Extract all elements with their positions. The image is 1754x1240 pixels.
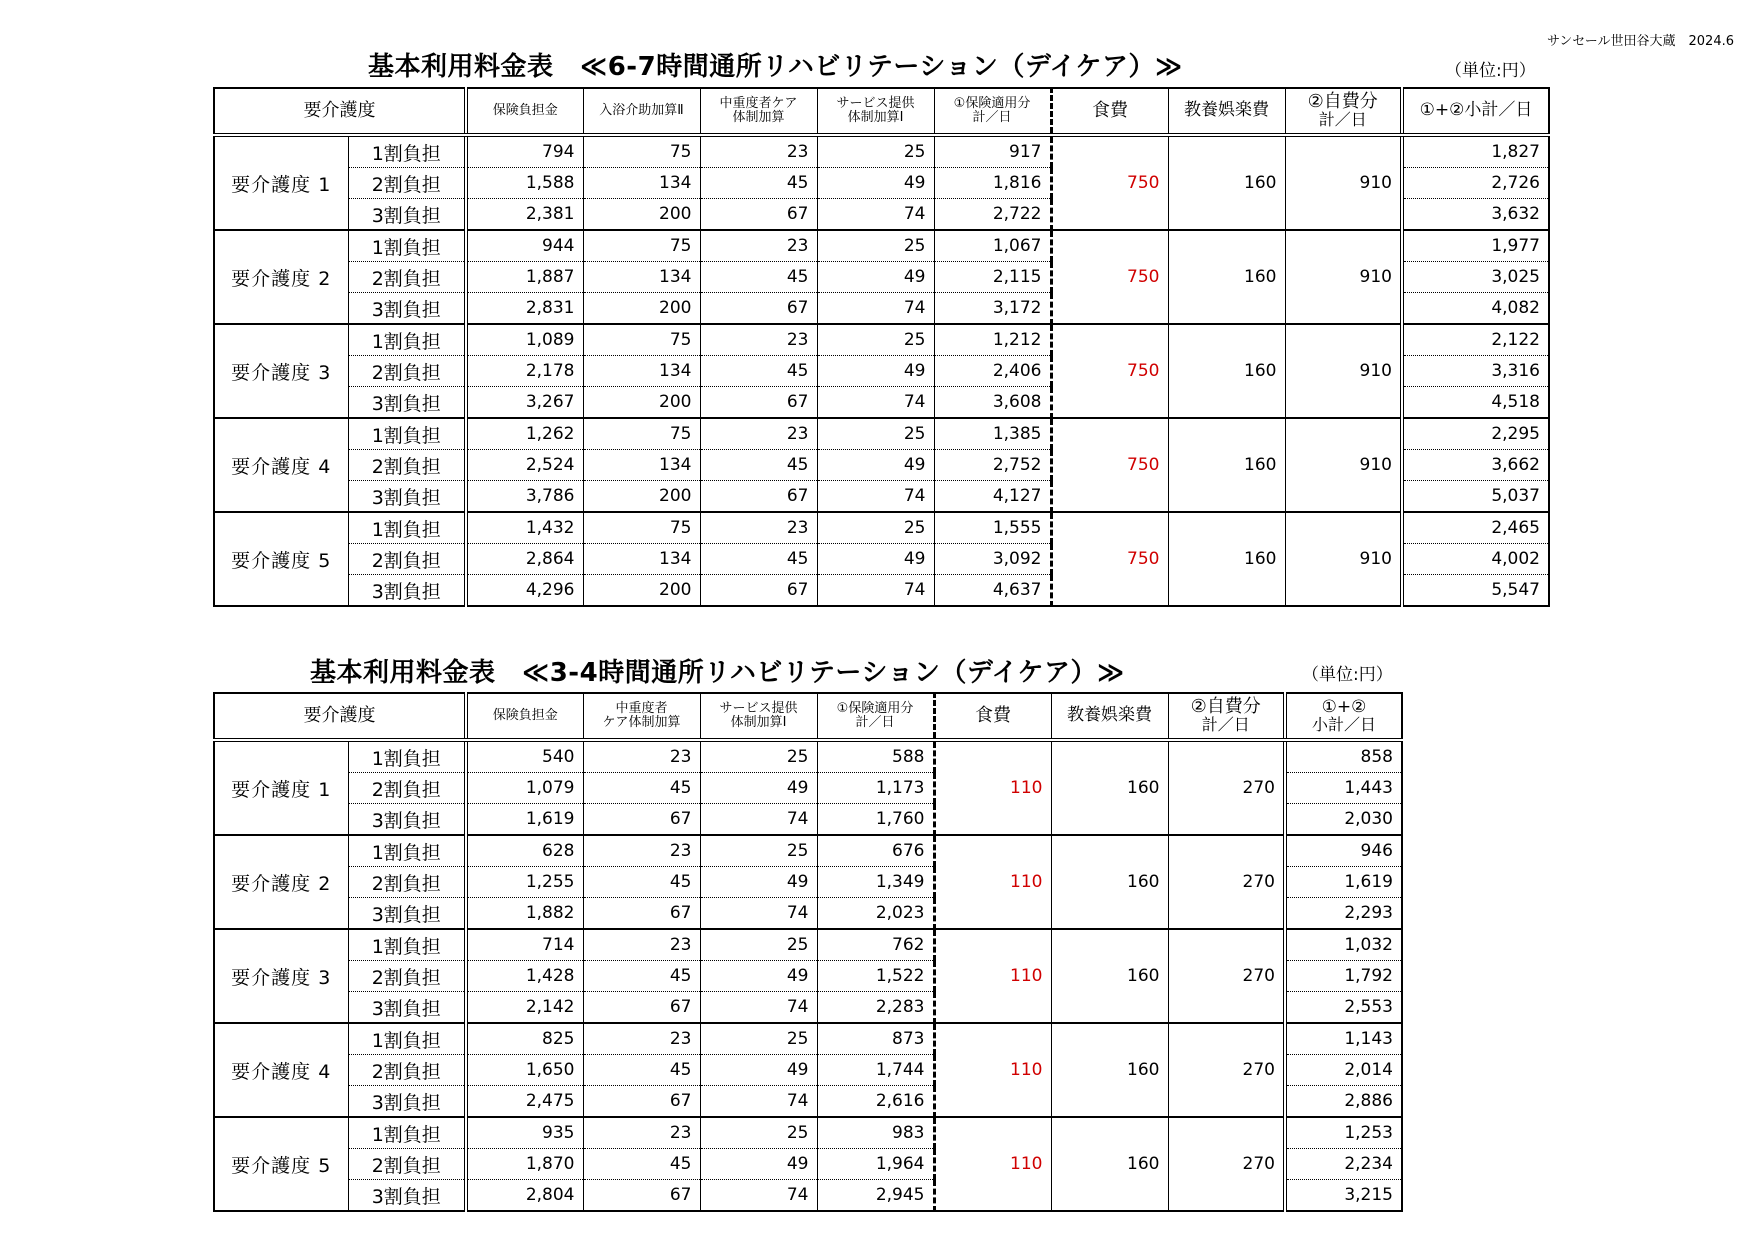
self-pay-total-cell: 270 — [1168, 1023, 1285, 1117]
recreation-cost-cell: 160 — [1168, 324, 1285, 418]
severe-care-cell: 23 — [583, 835, 700, 867]
burden-rate-label: 3割負担 — [348, 199, 466, 231]
burden-rate-label: 1割負担 — [348, 324, 466, 356]
insurance-total-cell: 2,722 — [934, 199, 1051, 231]
header-severe-care-l2: ケア体制加算 — [602, 715, 681, 730]
insurance-total-cell: 917 — [934, 135, 1051, 168]
self-pay-total-cell: 910 — [1285, 512, 1402, 606]
care-level-label: 要介護度 2 — [214, 835, 348, 929]
severe-care-cell: 67 — [583, 1086, 700, 1118]
subtotal-cell: 5,037 — [1402, 481, 1549, 513]
burden-rate-label: 1割負担 — [348, 835, 466, 867]
self-pay-total-cell: 910 — [1285, 324, 1402, 418]
service-cell: 25 — [817, 512, 934, 544]
subtotal-cell: 3,662 — [1402, 450, 1549, 481]
header-self-pay — [1285, 88, 1402, 135]
burden-rate-label: 1割負担 — [348, 740, 466, 773]
service-cell: 49 — [817, 544, 934, 575]
severe-care-cell: 23 — [700, 135, 817, 168]
meal-cost-cell: 110 — [934, 740, 1051, 835]
service-cell: 74 — [700, 1180, 817, 1212]
insurance-cell: 1,650 — [466, 1055, 583, 1086]
header-self-pay-l1: ②自費分 — [1307, 91, 1378, 113]
severe-care-cell: 45 — [700, 356, 817, 387]
insurance-total-cell: 588 — [817, 740, 934, 773]
subtotal-cell: 2,122 — [1402, 324, 1549, 356]
subtotal-cell: 1,443 — [1285, 773, 1402, 804]
header-insurance-total — [817, 693, 934, 740]
severe-care-cell: 23 — [700, 418, 817, 450]
care-level-label: 要介護度 3 — [214, 929, 348, 1023]
subtotal-cell: 3,316 — [1402, 356, 1549, 387]
service-cell: 49 — [700, 1055, 817, 1086]
insurance-cell: 944 — [466, 230, 583, 262]
subtotal-cell: 4,002 — [1402, 544, 1549, 575]
header-care-level: 要介護度 — [214, 88, 466, 135]
insurance-cell: 1,089 — [466, 324, 583, 356]
insurance-cell: 794 — [466, 135, 583, 168]
table-row — [214, 512, 1549, 544]
service-cell: 25 — [700, 1117, 817, 1149]
care-level-label: 要介護度 1 — [214, 135, 348, 230]
header-subtotal-l2: 小計／日 — [1311, 714, 1376, 734]
service-cell: 25 — [817, 324, 934, 356]
severe-care-cell: 67 — [583, 898, 700, 930]
severe-care-cell: 45 — [700, 262, 817, 293]
subtotal-cell: 1,032 — [1285, 929, 1402, 961]
subtotal-cell: 1,827 — [1402, 135, 1549, 168]
insurance-cell: 1,887 — [466, 262, 583, 293]
burden-rate-label: 3割負担 — [348, 293, 466, 325]
table-row — [214, 929, 1402, 961]
service-cell: 25 — [700, 1023, 817, 1055]
burden-rate-label: 3割負担 — [348, 481, 466, 513]
subtotal-cell: 2,014 — [1285, 1055, 1402, 1086]
service-cell: 49 — [817, 356, 934, 387]
meal-cost-cell: 750 — [1051, 230, 1168, 324]
header-severe-care — [583, 693, 700, 740]
recreation-cost-cell: 160 — [1051, 929, 1168, 1023]
burden-rate-label: 2割負担 — [348, 356, 466, 387]
burden-rate-label: 3割負担 — [348, 1180, 466, 1212]
insurance-cell: 1,882 — [466, 898, 583, 930]
insurance-cell: 1,262 — [466, 418, 583, 450]
insurance-total-cell: 4,127 — [934, 481, 1051, 513]
burden-rate-label: 1割負担 — [348, 230, 466, 262]
severe-care-cell: 23 — [700, 324, 817, 356]
insurance-cell: 1,588 — [466, 168, 583, 199]
burden-rate-label: 1割負担 — [348, 1023, 466, 1055]
severe-care-cell: 45 — [583, 1149, 700, 1180]
header-severe-care-l2: 体制加算 — [732, 110, 785, 125]
insurance-total-cell: 2,115 — [934, 262, 1051, 293]
burden-rate-label: 3割負担 — [348, 992, 466, 1024]
subtotal-cell: 4,082 — [1402, 293, 1549, 325]
service-cell: 74 — [700, 898, 817, 930]
burden-rate-label: 1割負担 — [348, 1117, 466, 1149]
subtotal-cell: 2,234 — [1285, 1149, 1402, 1180]
insurance-total-cell: 1,760 — [817, 804, 934, 836]
insurance-total-cell: 1,173 — [817, 773, 934, 804]
subtotal-cell: 4,518 — [1402, 387, 1549, 419]
care-level-label: 要介護度 1 — [214, 740, 348, 835]
recreation-cost-cell: 160 — [1168, 230, 1285, 324]
service-cell: 49 — [700, 773, 817, 804]
insurance-cell: 935 — [466, 1117, 583, 1149]
severe-care-cell: 23 — [583, 740, 700, 773]
insurance-total-cell: 1,385 — [934, 418, 1051, 450]
header-insurance-total-l2: 計／日 — [855, 715, 895, 730]
insurance-cell: 3,267 — [466, 387, 583, 419]
table1-unit: （単位:円） — [1445, 61, 1536, 81]
insurance-cell: 2,142 — [466, 992, 583, 1024]
severe-care-cell: 67 — [700, 293, 817, 325]
insurance-cell: 1,619 — [466, 804, 583, 836]
service-cell: 25 — [700, 835, 817, 867]
burden-rate-label: 2割負担 — [348, 773, 466, 804]
facility-label: サンセール世田谷大蔵 2024.6 — [1546, 34, 1734, 49]
severe-care-cell: 67 — [700, 199, 817, 231]
table2-unit: （単位:円） — [1302, 665, 1393, 685]
header-insurance-total — [934, 88, 1051, 135]
service-cell: 25 — [817, 230, 934, 262]
meal-cost-cell: 750 — [1051, 324, 1168, 418]
care-level-label: 要介護度 2 — [214, 230, 348, 324]
severe-care-cell: 67 — [700, 481, 817, 513]
recreation-cost-cell: 160 — [1051, 1117, 1168, 1211]
recreation-cost-cell: 160 — [1051, 835, 1168, 929]
self-pay-total-cell: 910 — [1285, 230, 1402, 324]
bath-cell: 134 — [583, 450, 700, 481]
service-cell: 74 — [700, 1086, 817, 1118]
insurance-cell: 3,786 — [466, 481, 583, 513]
subtotal-cell: 1,619 — [1285, 867, 1402, 898]
insurance-total-cell: 3,092 — [934, 544, 1051, 575]
header-insurance-total-l1: ①保険適用分 — [836, 701, 914, 717]
insurance-total-cell: 873 — [817, 1023, 934, 1055]
insurance-total-cell: 1,212 — [934, 324, 1051, 356]
header-service — [700, 693, 817, 740]
burden-rate-label: 2割負担 — [348, 262, 466, 293]
insurance-cell: 4,296 — [466, 575, 583, 607]
service-cell: 49 — [700, 961, 817, 992]
insurance-cell: 628 — [466, 835, 583, 867]
burden-rate-label: 1割負担 — [348, 512, 466, 544]
bath-cell: 200 — [583, 199, 700, 231]
header-subtotal-l1: ①+②小計／日 — [1419, 100, 1533, 121]
insurance-total-cell: 2,023 — [817, 898, 934, 930]
service-cell: 49 — [817, 168, 934, 199]
fee-table-6-7h — [213, 87, 1550, 607]
meal-cost-cell: 110 — [934, 929, 1051, 1023]
burden-rate-label: 1割負担 — [348, 929, 466, 961]
self-pay-total-cell: 270 — [1168, 740, 1285, 835]
table2-title: 基本利用料金表 ≪3-4時間通所リハビリテーション（デイケア）≫ — [310, 658, 1125, 688]
insurance-total-cell: 1,067 — [934, 230, 1051, 262]
subtotal-cell: 2,726 — [1402, 168, 1549, 199]
table1-title: 基本利用料金表 ≪6-7時間通所リハビリテーション（デイケア）≫ — [368, 52, 1183, 82]
self-pay-total-cell: 270 — [1168, 835, 1285, 929]
insurance-total-cell: 2,283 — [817, 992, 934, 1024]
subtotal-cell: 2,553 — [1285, 992, 1402, 1024]
table-row — [214, 324, 1549, 356]
header-severe-care — [700, 88, 817, 135]
insurance-cell: 2,178 — [466, 356, 583, 387]
subtotal-cell: 5,547 — [1402, 575, 1549, 607]
insurance-cell: 2,475 — [466, 1086, 583, 1118]
header-insurance-total-l2: 計／日 — [972, 110, 1012, 125]
service-cell: 74 — [817, 387, 934, 419]
header-service — [817, 88, 934, 135]
insurance-cell: 540 — [466, 740, 583, 773]
care-level-label: 要介護度 3 — [214, 324, 348, 418]
service-cell: 25 — [700, 740, 817, 773]
table-row — [214, 230, 1549, 262]
service-cell: 49 — [700, 1149, 817, 1180]
bath-cell: 200 — [583, 575, 700, 607]
burden-rate-label: 1割負担 — [348, 135, 466, 168]
burden-rate-label: 2割負担 — [348, 1055, 466, 1086]
severe-care-cell: 45 — [583, 773, 700, 804]
subtotal-cell: 1,143 — [1285, 1023, 1402, 1055]
self-pay-total-cell: 910 — [1285, 135, 1402, 230]
insurance-total-cell: 2,945 — [817, 1180, 934, 1212]
subtotal-cell: 3,632 — [1402, 199, 1549, 231]
insurance-cell: 714 — [466, 929, 583, 961]
subtotal-cell: 3,215 — [1285, 1180, 1402, 1212]
subtotal-cell: 2,465 — [1402, 512, 1549, 544]
subtotal-cell: 2,030 — [1285, 804, 1402, 836]
insurance-cell: 1,870 — [466, 1149, 583, 1180]
recreation-cost-cell: 160 — [1168, 512, 1285, 606]
insurance-total-cell: 1,816 — [934, 168, 1051, 199]
bath-cell: 200 — [583, 293, 700, 325]
insurance-cell: 2,831 — [466, 293, 583, 325]
table-row — [214, 740, 1402, 773]
bath-cell: 134 — [583, 356, 700, 387]
fee-table-3-4h — [213, 692, 1403, 1212]
service-cell: 74 — [817, 293, 934, 325]
header-severe-care-l1: 中重度者ケア — [719, 96, 798, 112]
recreation-cost-cell: 160 — [1051, 1023, 1168, 1117]
insurance-cell: 825 — [466, 1023, 583, 1055]
service-cell: 25 — [817, 418, 934, 450]
header-meal: 食費 — [934, 693, 1051, 740]
meal-cost-cell: 110 — [934, 835, 1051, 929]
insurance-total-cell: 2,406 — [934, 356, 1051, 387]
burden-rate-label: 3割負担 — [348, 898, 466, 930]
insurance-cell: 2,381 — [466, 199, 583, 231]
burden-rate-label: 2割負担 — [348, 1149, 466, 1180]
burden-rate-label: 3割負担 — [348, 1086, 466, 1118]
bath-cell: 134 — [583, 262, 700, 293]
header-service-l2: 体制加算Ⅰ — [847, 110, 904, 125]
subtotal-cell: 946 — [1285, 835, 1402, 867]
burden-rate-label: 3割負担 — [348, 387, 466, 419]
header-bath: 入浴介助加算Ⅱ — [583, 88, 700, 135]
service-cell: 74 — [817, 199, 934, 231]
header-insurance-total-l1: ①保険適用分 — [953, 96, 1031, 112]
header-insurance: 保険負担金 — [466, 693, 583, 740]
header-service-l1: サービス提供 — [719, 701, 798, 717]
bath-cell: 134 — [583, 168, 700, 199]
bath-cell: 134 — [583, 544, 700, 575]
header-recreation: 教養娯楽費 — [1051, 693, 1168, 740]
self-pay-total-cell: 270 — [1168, 929, 1285, 1023]
burden-rate-label: 2割負担 — [348, 450, 466, 481]
self-pay-total-cell: 270 — [1168, 1117, 1285, 1211]
burden-rate-label: 2割負担 — [348, 961, 466, 992]
service-cell: 49 — [817, 262, 934, 293]
insurance-cell: 1,255 — [466, 867, 583, 898]
insurance-cell: 1,428 — [466, 961, 583, 992]
bath-cell: 75 — [583, 135, 700, 168]
burden-rate-label: 3割負担 — [348, 804, 466, 836]
service-cell: 49 — [817, 450, 934, 481]
header-self-pay — [1168, 693, 1285, 740]
header-insurance: 保険負担金 — [466, 88, 583, 135]
subtotal-cell: 3,025 — [1402, 262, 1549, 293]
severe-care-cell: 23 — [700, 512, 817, 544]
insurance-cell: 2,864 — [466, 544, 583, 575]
insurance-total-cell: 3,172 — [934, 293, 1051, 325]
meal-cost-cell: 110 — [934, 1023, 1051, 1117]
recreation-cost-cell: 160 — [1168, 135, 1285, 230]
severe-care-cell: 23 — [583, 929, 700, 961]
meal-cost-cell: 750 — [1051, 512, 1168, 606]
severe-care-cell: 45 — [700, 450, 817, 481]
bath-cell: 75 — [583, 512, 700, 544]
severe-care-cell: 67 — [583, 1180, 700, 1212]
severe-care-cell: 45 — [583, 1055, 700, 1086]
subtotal-cell: 2,886 — [1285, 1086, 1402, 1118]
header-service-l2: 体制加算Ⅰ — [730, 715, 787, 730]
subtotal-cell: 2,295 — [1402, 418, 1549, 450]
header-self-pay-l2: 計／日 — [1201, 715, 1250, 735]
header-self-pay-l1: ②自費分 — [1190, 696, 1261, 718]
header-self-pay-l2: 計／日 — [1318, 110, 1367, 130]
insurance-total-cell: 3,608 — [934, 387, 1051, 419]
table-row — [214, 418, 1549, 450]
table-row — [214, 1117, 1402, 1149]
subtotal-cell: 2,293 — [1285, 898, 1402, 930]
severe-care-cell: 45 — [583, 961, 700, 992]
insurance-total-cell: 4,637 — [934, 575, 1051, 607]
burden-rate-label: 3割負担 — [348, 575, 466, 607]
service-cell: 74 — [700, 804, 817, 836]
header-service-l1: サービス提供 — [836, 96, 915, 112]
insurance-total-cell: 1,349 — [817, 867, 934, 898]
service-cell: 49 — [700, 867, 817, 898]
header-subtotal — [1285, 693, 1402, 740]
severe-care-cell: 23 — [583, 1023, 700, 1055]
insurance-total-cell: 2,752 — [934, 450, 1051, 481]
subtotal-cell: 1,792 — [1285, 961, 1402, 992]
severe-care-cell: 67 — [583, 992, 700, 1024]
meal-cost-cell: 750 — [1051, 418, 1168, 512]
header-recreation: 教養娯楽費 — [1168, 88, 1285, 135]
bath-cell: 200 — [583, 481, 700, 513]
service-cell: 25 — [700, 929, 817, 961]
recreation-cost-cell: 160 — [1168, 418, 1285, 512]
insurance-total-cell: 2,616 — [817, 1086, 934, 1118]
service-cell: 74 — [817, 481, 934, 513]
subtotal-cell: 1,977 — [1402, 230, 1549, 262]
insurance-total-cell: 762 — [817, 929, 934, 961]
severe-care-cell: 23 — [583, 1117, 700, 1149]
service-cell: 74 — [700, 992, 817, 1024]
severe-care-cell: 45 — [700, 168, 817, 199]
header-row — [214, 693, 1402, 740]
self-pay-total-cell: 910 — [1285, 418, 1402, 512]
insurance-cell: 1,432 — [466, 512, 583, 544]
insurance-total-cell: 983 — [817, 1117, 934, 1149]
service-cell: 25 — [817, 135, 934, 168]
burden-rate-label: 2割負担 — [348, 168, 466, 199]
insurance-cell: 2,804 — [466, 1180, 583, 1212]
insurance-total-cell: 1,964 — [817, 1149, 934, 1180]
insurance-cell: 1,079 — [466, 773, 583, 804]
header-row — [214, 88, 1549, 135]
bath-cell: 75 — [583, 418, 700, 450]
severe-care-cell: 67 — [700, 575, 817, 607]
header-care-level: 要介護度 — [214, 693, 466, 740]
burden-rate-label: 2割負担 — [348, 544, 466, 575]
care-level-label: 要介護度 5 — [214, 512, 348, 606]
severe-care-cell: 67 — [583, 804, 700, 836]
severe-care-cell: 23 — [700, 230, 817, 262]
table-row — [214, 135, 1549, 168]
insurance-cell: 2,524 — [466, 450, 583, 481]
bath-cell: 200 — [583, 387, 700, 419]
recreation-cost-cell: 160 — [1051, 740, 1168, 835]
severe-care-cell: 45 — [583, 867, 700, 898]
meal-cost-cell: 750 — [1051, 135, 1168, 230]
service-cell: 74 — [817, 575, 934, 607]
burden-rate-label: 2割負担 — [348, 867, 466, 898]
subtotal-cell: 1,253 — [1285, 1117, 1402, 1149]
subtotal-cell: 858 — [1285, 740, 1402, 773]
insurance-total-cell: 676 — [817, 835, 934, 867]
bath-cell: 75 — [583, 230, 700, 262]
care-level-label: 要介護度 4 — [214, 418, 348, 512]
bath-cell: 75 — [583, 324, 700, 356]
header-subtotal — [1402, 88, 1549, 135]
insurance-total-cell: 1,522 — [817, 961, 934, 992]
care-level-label: 要介護度 4 — [214, 1023, 348, 1117]
insurance-total-cell: 1,555 — [934, 512, 1051, 544]
header-meal: 食費 — [1051, 88, 1168, 135]
table-row — [214, 835, 1402, 867]
burden-rate-label: 1割負担 — [348, 418, 466, 450]
table-row — [214, 1023, 1402, 1055]
care-level-label: 要介護度 5 — [214, 1117, 348, 1211]
insurance-total-cell: 1,744 — [817, 1055, 934, 1086]
severe-care-cell: 45 — [700, 544, 817, 575]
meal-cost-cell: 110 — [934, 1117, 1051, 1211]
severe-care-cell: 67 — [700, 387, 817, 419]
header-subtotal-l1: ①+② — [1321, 696, 1367, 717]
header-severe-care-l1: 中重度者 — [615, 701, 668, 717]
